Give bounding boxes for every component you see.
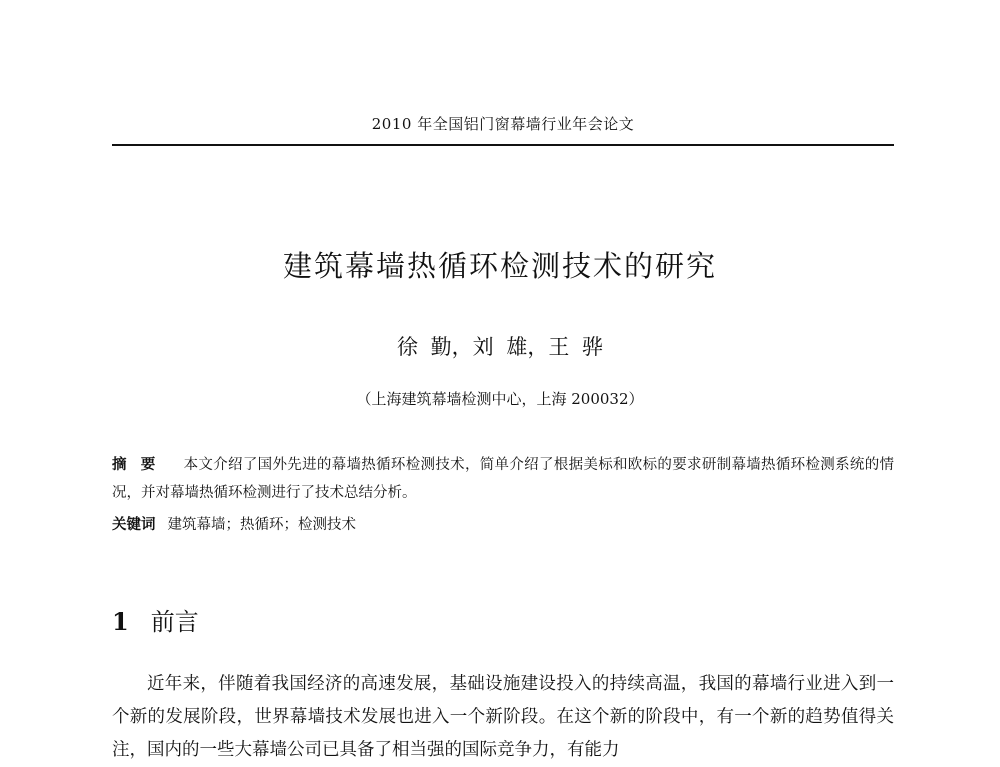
section-title: 前言 [150,608,199,636]
body-paragraph: 近年来，伴随着我国经济的高速发展，基础设施建设投入的持续高温，我国的幕墙行业进入到一个新的发展阶段，世界幕墙技术发展也进入一个新阶段。在这个新的阶段中，有一个新的趋势值得关注，国内的一些大幕墙公司已具备了相当强的国际竞争力，有能力 [112,674,894,760]
keywords [112,513,894,537]
keywords-text: 建筑幕墙；热循环；检测技术 [167,517,356,533]
section-heading [112,602,199,637]
abstract-label: 摘要 [112,456,170,473]
paper-title: 建筑幕墙热循环检测技术的研究 [282,249,717,283]
keywords-label: 关键词 [112,516,156,533]
running-header: 2010 年全国铝门窗幕墙行业年会论文 [371,115,635,133]
section-number: 1 [112,607,129,636]
affiliation: （上海建筑幕墙检测中心，上海 200032） [356,390,644,408]
abstract-text: 本文介绍了国外先进的幕墙热循环检测技术，简单介绍了根据美标和欧标的要求研制幕墙热循环检测系统的情况，并对幕墙热循环检测进行了技术总结分析。 [112,457,895,501]
header-rule [112,144,894,146]
abstract [112,451,894,507]
authors: 徐 勤，刘 雄，王 骅 [396,335,604,359]
